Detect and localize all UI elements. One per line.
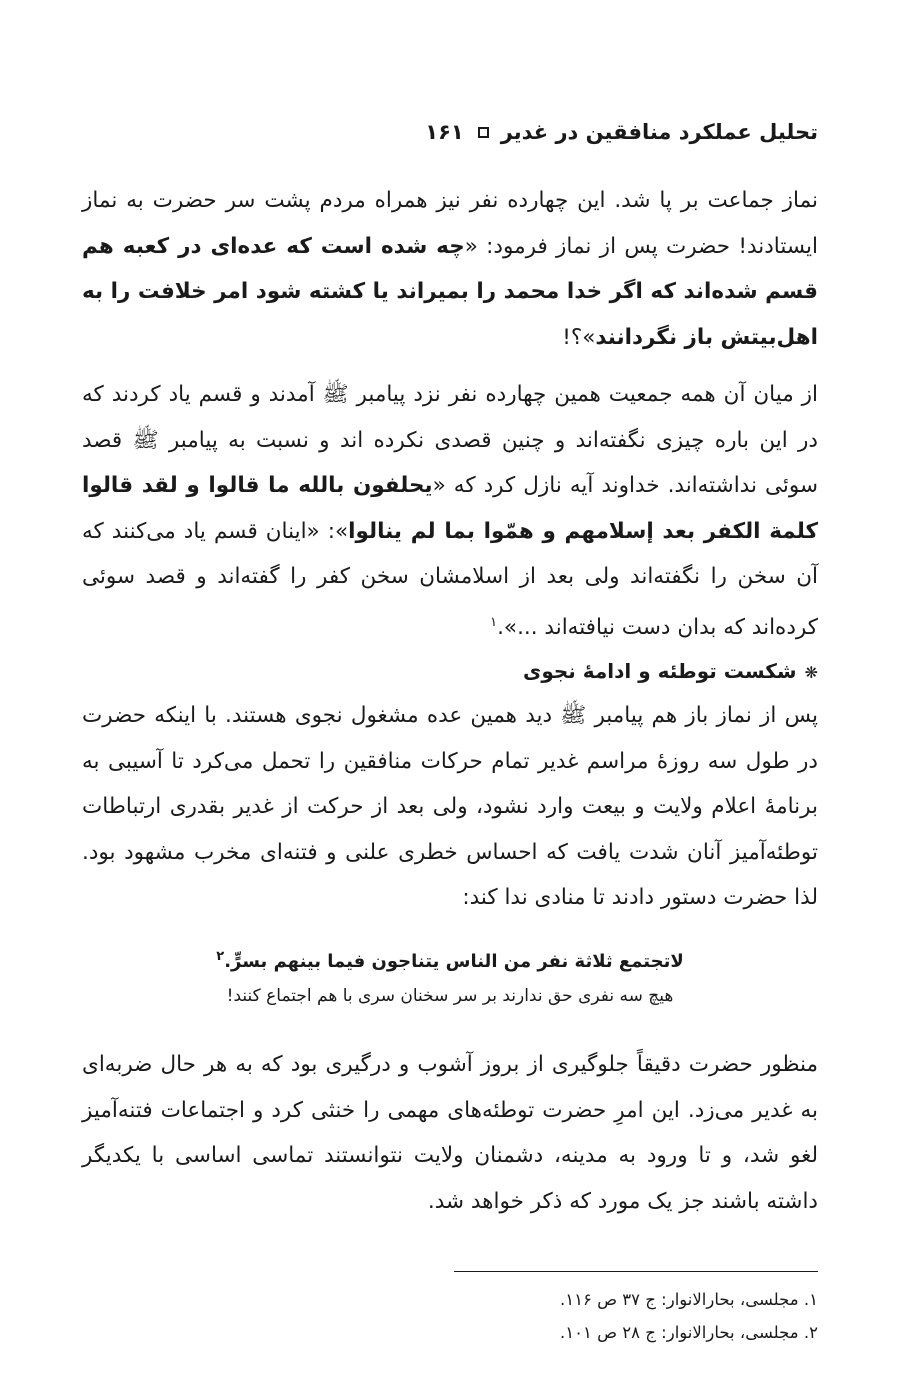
square-separator-icon: [478, 127, 489, 138]
hadith-arabic: لاتجتمع ثلاثة نفر من الناس یتناجون فیما بینهم بسرٍّ.$^۲$: [216, 949, 684, 972]
paragraph-4: منظور حضرت دقیقاً جلوگیری از بروز آشوب و درگیری بود که به هر حال ضربه‌ای به غدیر می‌زد. این امرِ حضرت توطئه‌های مهمی را خنثی کرد و اجتماعات فتنه‌آمیز لغو شد، و تا ورود به مدینه، دشمنان ولایت نتوانستند تماسی اساسی با یکدیگر داشته باشند جز یک مورد که ذکر خواهد شد.: [82, 1052, 818, 1214]
hadith-quote: [82, 942, 818, 1011]
paragraph-3: پس از نماز باز هم پیامبر ﷺ دید همین عده مشغول نجوی هستند. با اینکه حضرت در طول سه روزۀ مراسم غدیر تمام حرکات منافقین را تحمل می‌کرد تا آسیبی به برنامۀ اعلام ولایت و بیعت وارد نشود، ولی بعد از حرکت از غدیر بقدری ارتباطات توطئه‌آمیز آنان شدت یافت که احساس خطری علنی و فتنه‌ای مخرب مشهود بود. لذا حضرت دستور دادند تا منادی ندا کند:: [82, 703, 818, 910]
asterisk-icon: ❋: [804, 663, 818, 682]
paragraph-1-quote: چه شده است که عده‌ای در کعبه هم قسم شده‌اند که اگر خدا محمد را بمیراند یا کشته شود امر خلافت را به اهل‌بیتش باز نگردانند: [82, 233, 818, 350]
paragraph-1-intro: نماز جماعت بر پا شد. این چهارده نفر نیز همراه مردم پشت سر حضرت به نماز ایستادند! حضرت پس از نماز فرمود: «: [82, 188, 818, 259]
footnote-ref-2[interactable]: ۲: [216, 949, 225, 964]
section-title: شکست توطئه و ادامۀ نجوی: [523, 659, 797, 683]
running-header: [82, 112, 818, 152]
quran-verse: یحلفون بالله ما قالوا و لقد قالوا کلمة الکفر بعد إسلامهم و همّوا بما لم ینالوا: [82, 473, 818, 544]
page-number: ۱۶۱: [425, 120, 464, 144]
footnote-2: ۲. مجلسی، بحارالانوار: ج ۲۸ ص ۱۰۱.: [560, 1323, 818, 1342]
paragraph-1: [82, 178, 818, 360]
footnote-divider: [454, 1271, 818, 1272]
header-title: تحلیل عملکرد منافقین در غدیر: [500, 120, 818, 144]
paragraph-1-end: »؟!: [562, 324, 596, 350]
footnote-ref-1[interactable]: ۱: [490, 614, 498, 630]
footnote-1: ۱. مجلسی، بحارالانوار: ج ۳۷ ص ۱۱۶.: [560, 1290, 818, 1309]
paragraph-2: [82, 372, 818, 650]
hadith-translation: هیچ سه نفری حق ندارند بر سر سخنان سری با هم اجتماع کنند!: [226, 986, 674, 1006]
section-heading: [82, 659, 818, 683]
paragraph-2-intro: از میان آن همه جمعیت همین چهارده نفر نزد پیامبر ﷺ آمدند و قسم یاد کردند که در این باره چیزی نگفته‌اند و چنین قصدی نکرده اند و نسبت به پیامبر ﷺ قصد سوئی نداشته‌اند. خداوند آیه نازل کرد که «: [82, 382, 818, 498]
paragraph-2-translation: »: «اینان قسم یاد می‌کنند که آن سخن را نگفته‌اند ولی بعد از اسلامشان سخن کفر را گفته‌اند و قصد سوئی کرده‌اند که بدان دست نیافته‌اند ...».: [82, 518, 818, 640]
